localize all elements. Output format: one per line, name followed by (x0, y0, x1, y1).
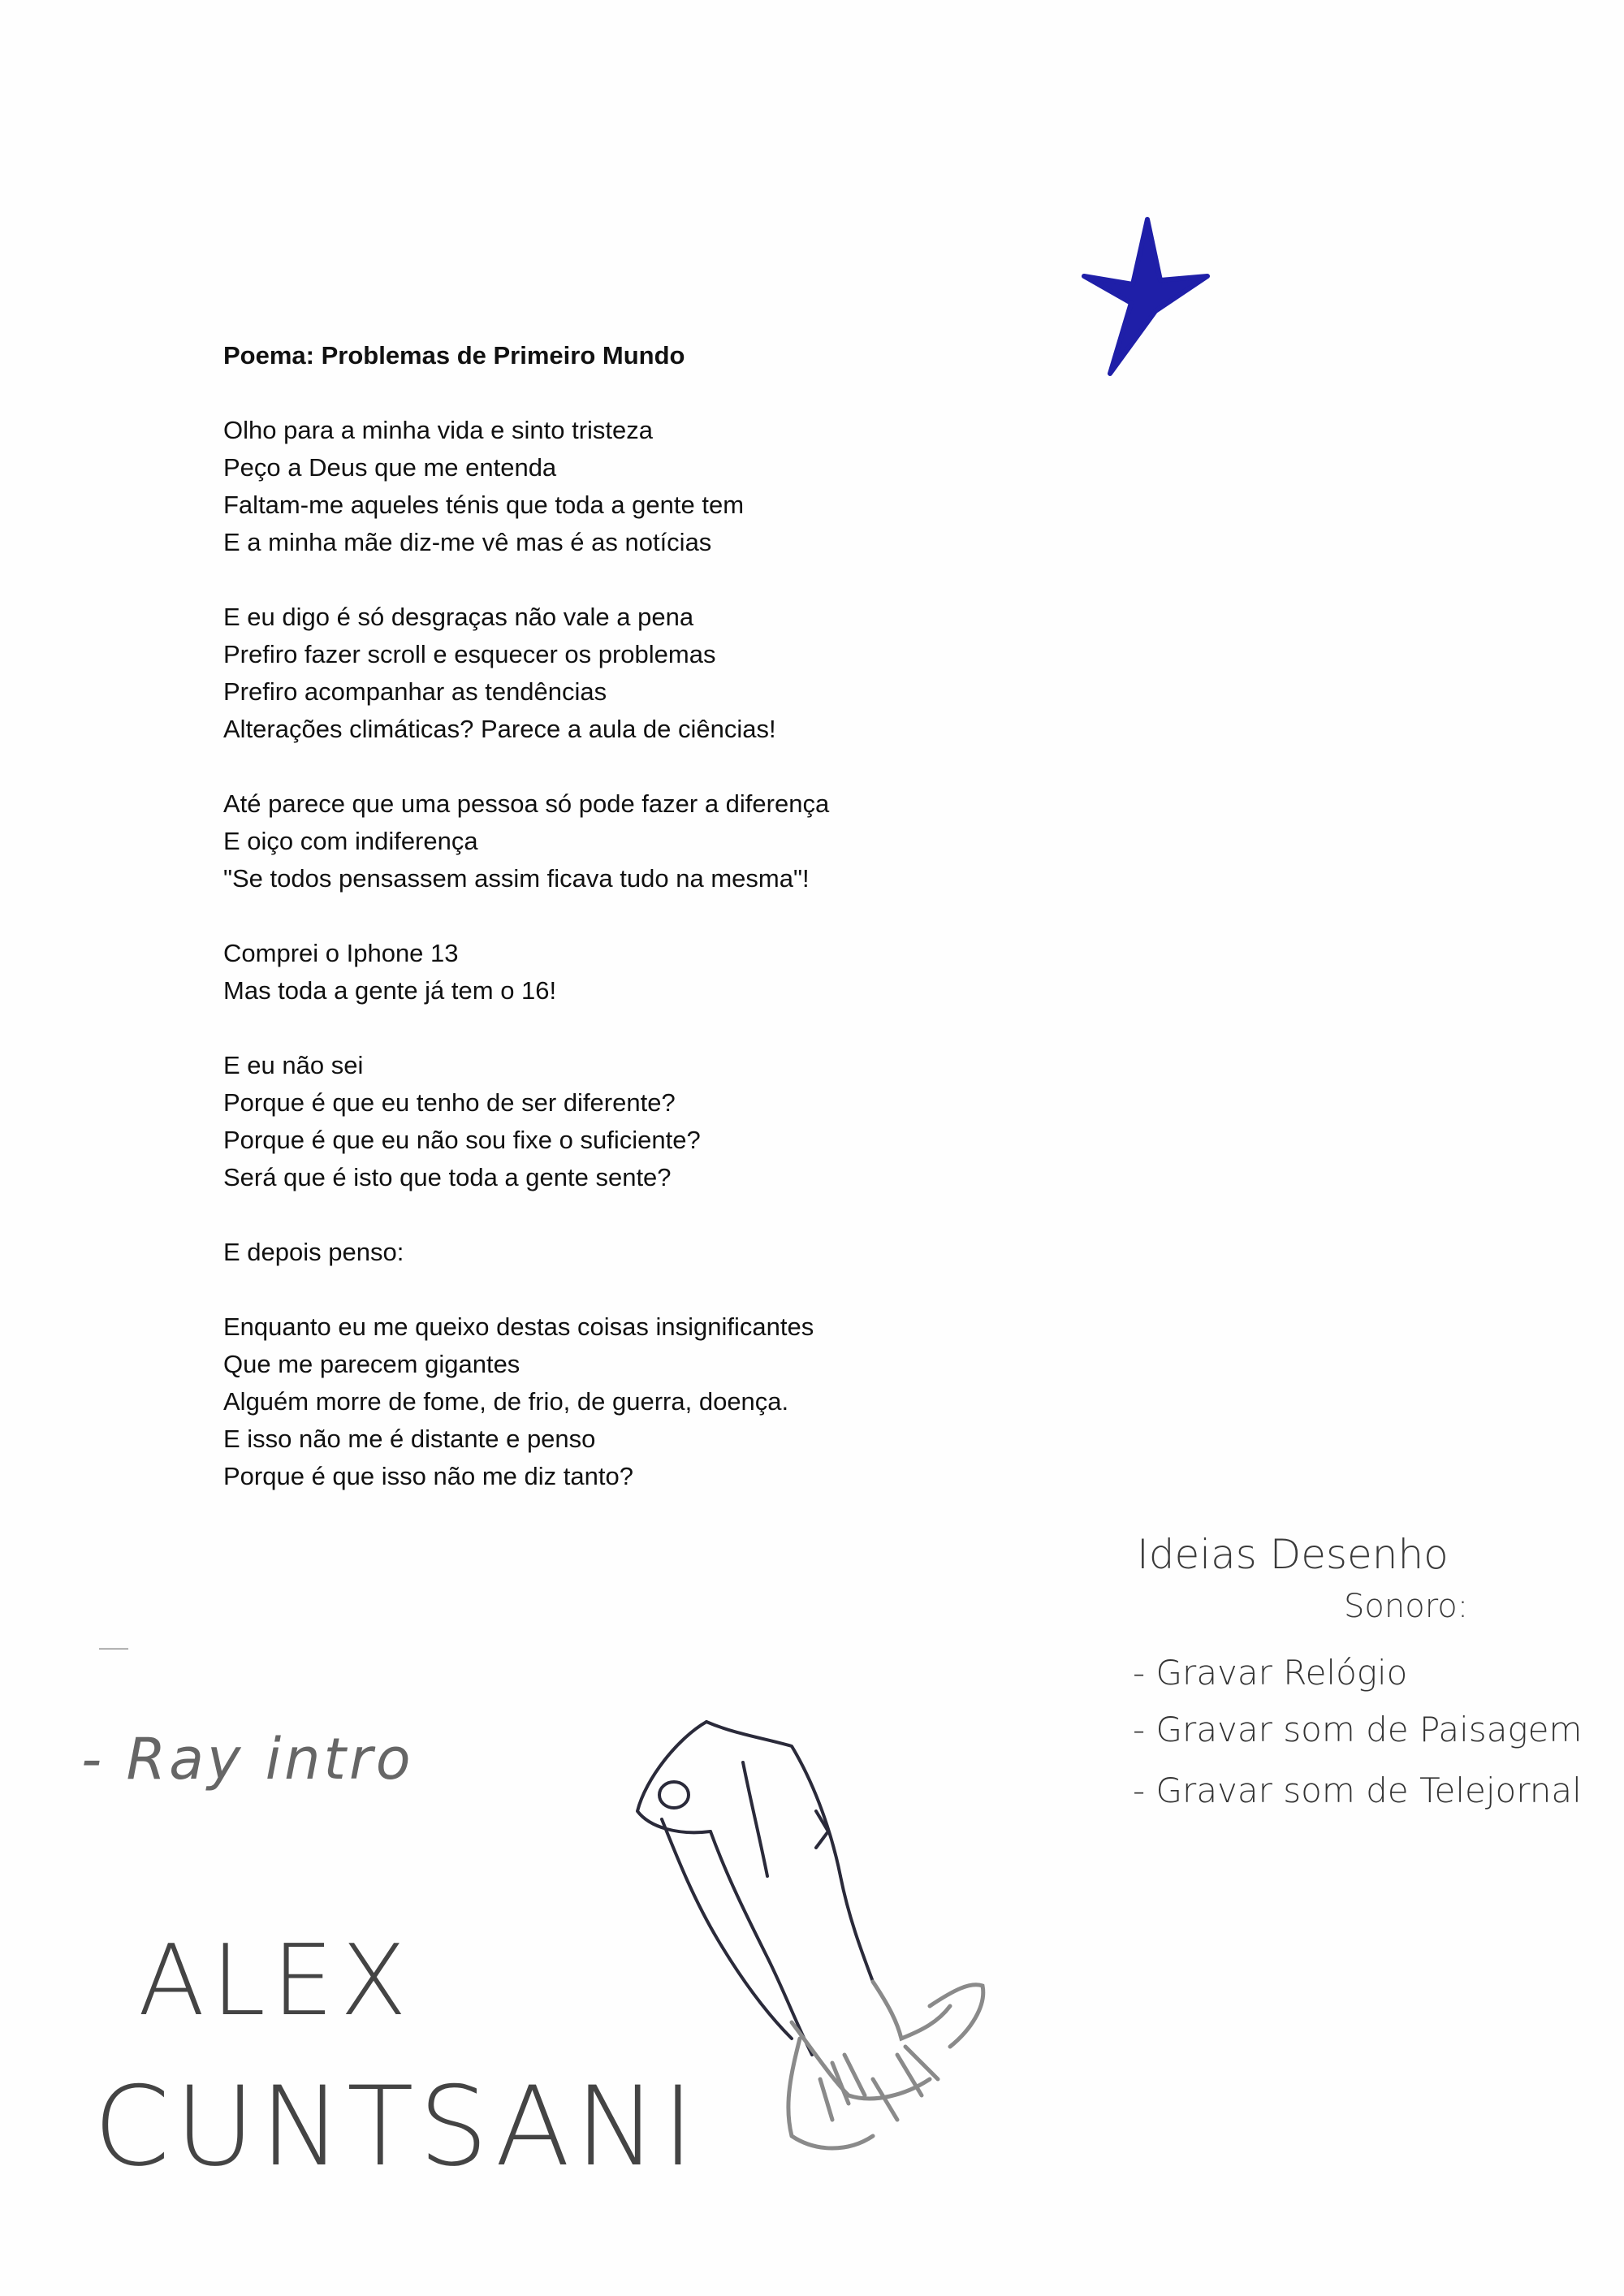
poem-stanza (223, 1234, 1035, 1271)
star-drawing (1076, 215, 1222, 382)
faint-dash-mark: — (97, 1628, 130, 1666)
poem-line: Até parece que uma pessoa só pode fazer a diferença (223, 789, 830, 818)
poem-line: E a minha mãe diz-me vê mas é as notícias (223, 528, 712, 556)
poem-line: Faltam-me aqueles ténis que toda a gente tem (223, 491, 745, 519)
poem-body (223, 412, 1035, 1495)
poem-line: Prefiro fazer scroll e esquecer os problemas (223, 640, 716, 668)
handwritten-notes-subtitle: Sonoro: (1344, 1588, 1469, 1625)
poem-line: Que me parecem gigantes (223, 1350, 520, 1378)
poem-line: E oiço com indiferença (223, 827, 478, 855)
poem-line: Porque é que isso não me diz tanto? (223, 1462, 633, 1490)
poem-line: Mas toda a gente já tem o 16! (223, 976, 557, 1005)
poem-line: E eu digo é só desgraças não vale a pena (223, 603, 694, 631)
handwritten-notes-title: Ideias Desenho (1137, 1531, 1449, 1578)
poem-line: E eu não sei (223, 1051, 364, 1079)
handwritten-note-item: - Gravar som de Paisagem (1133, 1710, 1583, 1749)
poem-line: Olho para a minha vida e sinto tristeza (223, 416, 653, 444)
signature-line-1: ALEX (138, 1925, 413, 2038)
poem-line: E isso não me é distante e penso (223, 1425, 596, 1453)
poem-stanza (223, 599, 1035, 748)
poem-stanza (223, 1308, 1035, 1495)
poem-line: Prefiro acompanhar as tendências (223, 677, 607, 706)
signature-line-2: CUNTSANI (93, 2063, 699, 2190)
poem-line: Alterações climáticas? Parece a aula de ciências! (223, 715, 776, 743)
poem-line: Porque é que eu tenho de ser diferente? (223, 1088, 676, 1117)
poem-line: Comprei o Iphone 13 (223, 939, 459, 967)
handwritten-note-item: - Gravar Relógio (1133, 1653, 1408, 1693)
poem-stanza (223, 935, 1035, 1010)
poem-line: Peço a Deus que me entenda (223, 453, 557, 482)
leg-drawing (629, 1714, 1027, 2168)
poem-stanza (223, 785, 1035, 897)
poem-title: Poema: Problemas de Primeiro Mundo (223, 341, 685, 370)
poem-line: E depois penso: (223, 1238, 404, 1266)
poem-stanza (223, 412, 1035, 561)
poem-line: Será que é isto que toda a gente sente? (223, 1163, 672, 1191)
handwritten-note-item: - Gravar som de Telejornal (1133, 1771, 1582, 1810)
poem-line: "Se todos pensassem assim ficava tudo na mesma"! (223, 864, 810, 893)
poem-line: Enquanto eu me queixo destas coisas insignificantes (223, 1312, 814, 1341)
poem-stanza (223, 1047, 1035, 1196)
poem (223, 337, 1035, 1533)
pencil-note: - Ray intro (81, 1726, 414, 1792)
poem-line: Alguém morre de fome, de frio, de guerra, doença. (223, 1387, 789, 1416)
poem-line: Porque é que eu não sou fixe o suficiente? (223, 1126, 701, 1154)
